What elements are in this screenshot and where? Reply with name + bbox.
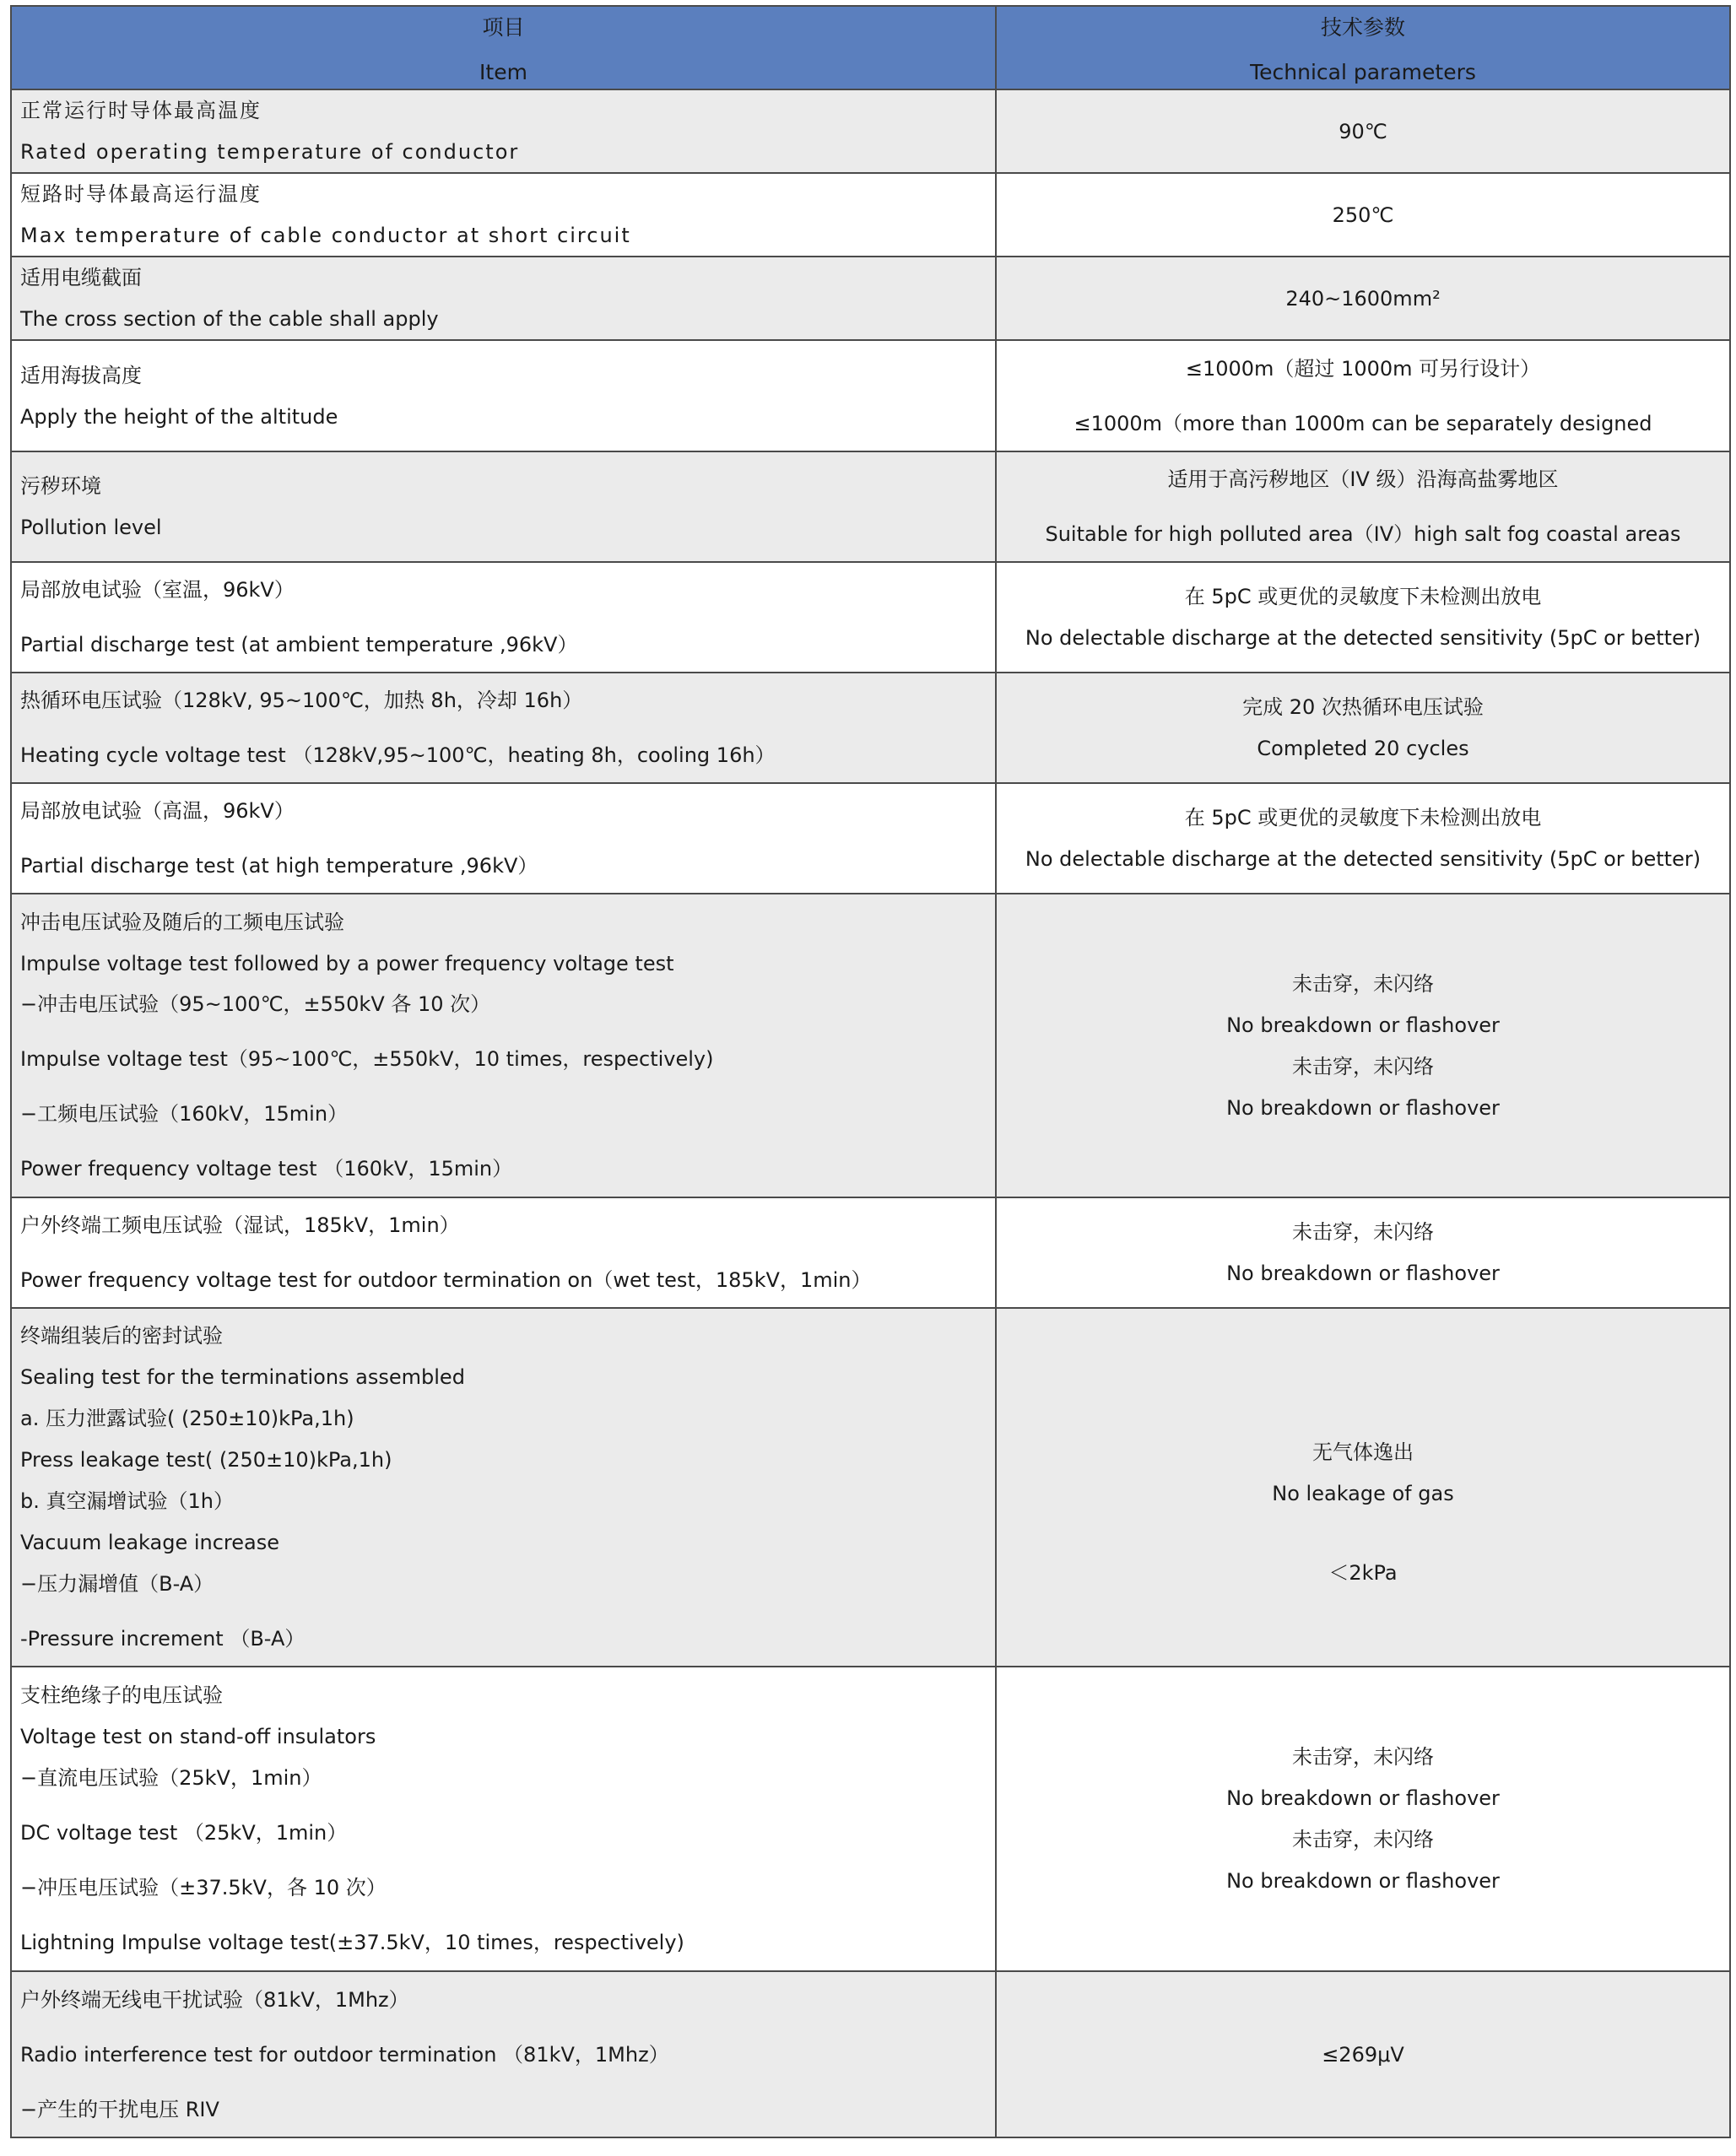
value-line: No breakdown or flashover [1226,1786,1500,1810]
table-row [11,1971,1730,2137]
value-cell [996,1308,1730,1667]
param-line: 局部放电试验（高温，96kV） [20,799,295,823]
param-line: Press leakage test( (250±10)kPa,1h) [20,1448,392,1472]
value-line: No breakdown or flashover [1226,1869,1500,1893]
value-line: Completed 20 cycles [1257,737,1469,760]
table-row [11,783,1730,894]
spec-table [10,5,1731,2138]
value-line: No delectable discharge at the detected sensitivity (5pC or better) [1025,626,1701,650]
table-row [11,1308,1730,1667]
value-line: 在 5pC 或更优的灵敏度下未检测出放电 [1184,585,1542,608]
value-line: 90℃ [1339,119,1387,143]
param-line: 短路时导体最高运行温度 [20,182,262,206]
param-line: 户外终端工频电压试验（湿试，185kV，1min） [20,1213,460,1237]
param-line: b. 真空漏增试验（1h） [20,1489,234,1513]
param-line: 终端组装后的密封试验 [20,1324,223,1348]
value-line: No leakage of gas [1272,1482,1454,1505]
table-row [11,451,1730,562]
header-value-zh: 技术参数 [1320,15,1405,40]
param-line: Power frequency voltage test for outdoor termination on（wet test，185kV，1min） [20,1268,872,1292]
header-param-en: Item [479,60,527,84]
param-line: The cross section of the cable shall apply [20,307,439,331]
param-cell [11,562,996,673]
value-cell [996,257,1730,340]
param-line: 冲击电压试验及随后的工频电压试验 [20,910,344,934]
param-line: Partial discharge test (at ambient temperature ,96kV） [20,633,578,657]
param-line: DC voltage test （25kV，1min） [20,1821,348,1845]
param-line: Lightning Impulse voltage test(±37.5kV，10 times，respectively) [20,1931,684,1954]
param-line: −压力漏增值（B-A） [20,1572,214,1596]
param-line: Apply the height of the altitude [20,404,338,429]
value-line: 未击穿，未闪络 [1292,1745,1434,1769]
value-line: 适用于高污秽地区（IV 级）沿海高盐雾地区 [1167,467,1559,491]
value-cell [996,783,1730,894]
param-line: −产生的干扰电压 RIV [20,2097,219,2121]
value-cell [996,1971,1730,2137]
param-line: 局部放电试验（室温，96kV） [20,578,295,602]
header-param-zh: 项目 [482,15,525,40]
param-line: 户外终端无线电干扰试验（81kV，1Mhz） [20,1987,409,2012]
value-line: 在 5pC 或更优的灵敏度下未检测出放电 [1184,806,1542,829]
value-cell [996,1667,1730,1971]
value-cell [996,562,1730,673]
value-line: 240~1600mm² [1285,286,1441,311]
param-line: Impulse voltage test followed by a power frequency voltage test [20,952,674,975]
param-line: Rated operating temperature of conductor [20,140,520,164]
value-cell [996,89,1730,173]
param-line: Impulse voltage test（95~100℃，±550kV，10 times，respectively) [20,1047,714,1071]
param-line: Vacuum leakage increase [20,1531,279,1554]
param-line: 适用电缆截面 [20,266,142,289]
param-line: Heating cycle voltage test （128kV,95~100℃，heating 8h，cooling 16h） [20,743,776,767]
value-line: ＜2kPa [1328,1561,1398,1585]
table-header-row [11,6,1730,89]
param-line: Sealing test for the terminations assembled [20,1365,465,1389]
table-row [11,257,1730,340]
param-cell [11,257,996,340]
param-line: Max temperature of cable conductor at short circuit [20,224,631,247]
table-row [11,1667,1730,1971]
param-line: −冲击电压试验（95~100℃，±550kV 各 10 次） [20,992,491,1016]
param-cell [11,673,996,783]
param-cell [11,1197,996,1308]
value-line: ≤1000m（more than 1000m can be separately designed [1074,411,1652,435]
header-value-en: Technical parameters [1250,60,1476,84]
value-cell [996,1197,1730,1308]
value-line: 未击穿，未闪络 [1292,971,1434,996]
value-line: 无气体逸出 [1312,1440,1414,1464]
value-line: No breakdown or flashover [1226,1013,1500,1037]
param-line: −工频电压试验（160kV，15min） [20,1102,349,1126]
param-cell [11,89,996,173]
table-row [11,340,1730,451]
param-cell [11,173,996,257]
param-cell [11,1667,996,1971]
param-line: −直流电压试验（25kV，1min） [20,1766,322,1790]
param-line: Voltage test on stand-off insulators [20,1725,376,1748]
value-line: 未击穿，未闪络 [1292,1828,1434,1851]
value-line: No breakdown or flashover [1226,1095,1500,1120]
table-row [11,89,1730,173]
param-line: a. 压力泄露试验( (250±10)kPa,1h) [20,1407,354,1430]
value-cell [996,451,1730,562]
param-line: −冲压电压试验（±37.5kV，各 10 次） [20,1876,387,1899]
param-line: 适用海拔高度 [20,363,142,387]
header-value-cell [996,6,1730,89]
param-line: 支柱绝缘子的电压试验 [20,1683,223,1707]
value-line: 未击穿，未闪络 [1292,1220,1434,1244]
value-line: No delectable discharge at the detected sensitivity (5pC or better) [1025,847,1701,871]
header-param-cell [11,6,996,89]
table-row [11,894,1730,1197]
param-line: 热循环电压试验（128kV, 95~100℃，加热 8h，冷却 16h） [20,689,583,712]
value-line: No breakdown or flashover [1226,1262,1500,1285]
value-line: 250℃ [1332,203,1394,227]
param-line: 正常运行时导体最高温度 [20,99,262,122]
param-line: Radio interference test for outdoor termination （81kV，1Mhz） [20,2042,669,2067]
param-cell [11,783,996,894]
table-row [11,562,1730,673]
value-line: Suitable for high polluted area（IV）high salt fog coastal areas [1045,522,1681,546]
value-line: ≤1000m（超过 1000m 可另行设计） [1185,356,1541,381]
param-cell [11,340,996,451]
table-row [11,173,1730,257]
param-line: -Pressure increment （B-A） [20,1627,306,1651]
param-cell [11,451,996,562]
param-line: Power frequency voltage test （160kV，15min） [20,1157,513,1181]
value-line: ≤269μV [1322,2042,1404,2067]
param-cell [11,1308,996,1667]
param-line: Partial discharge test (at high temperature ,96kV） [20,854,538,878]
param-line: 污秽环境 [20,474,101,498]
value-cell [996,173,1730,257]
table-row [11,673,1730,783]
param-line: Pollution level [20,516,162,539]
param-cell [11,894,996,1197]
value-line: 未击穿，未闪络 [1292,1054,1434,1078]
table-row [11,1197,1730,1308]
value-cell [996,673,1730,783]
param-cell [11,1971,996,2137]
value-cell [996,340,1730,451]
value-cell [996,894,1730,1197]
value-line: 完成 20 次热循环电压试验 [1242,695,1484,719]
